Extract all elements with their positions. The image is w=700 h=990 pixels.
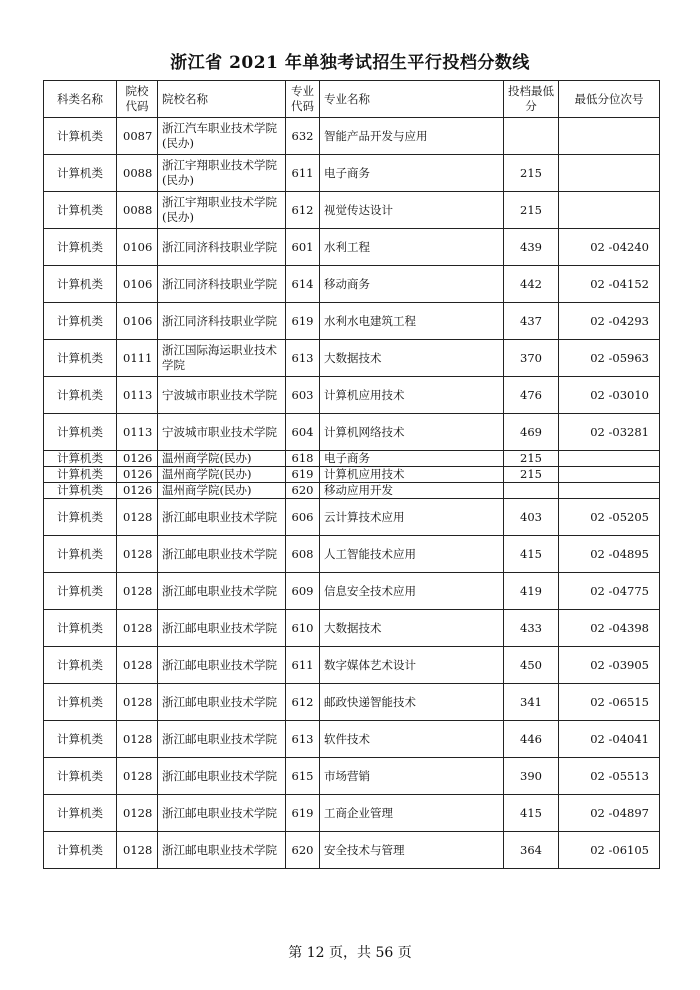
school-code-cell: 0128 xyxy=(117,610,158,647)
category-cell: 计算机类 xyxy=(44,499,117,536)
category-cell: 计算机类 xyxy=(44,721,117,758)
table-row xyxy=(44,266,660,303)
school-name-cell: 温州商学院(民办) xyxy=(158,451,286,467)
min-rank-cell: 02 -04240 xyxy=(559,229,660,266)
major-code-cell: 612 xyxy=(286,192,320,229)
table-row xyxy=(44,340,660,377)
school-code-cell: 0111 xyxy=(117,340,158,377)
major-name-cell: 水利水电建筑工程 xyxy=(320,303,504,340)
major-name-cell: 大数据技术 xyxy=(320,610,504,647)
min-rank-cell: 02 -03010 xyxy=(559,377,660,414)
major-code-cell: 613 xyxy=(286,340,320,377)
table-row xyxy=(44,499,660,536)
school-code-cell: 0113 xyxy=(117,414,158,451)
min-score-cell: 476 xyxy=(504,377,559,414)
major-code-cell: 613 xyxy=(286,721,320,758)
category-cell: 计算机类 xyxy=(44,229,117,266)
min-score-cell: 403 xyxy=(504,499,559,536)
table-row xyxy=(44,155,660,192)
table-row xyxy=(44,573,660,610)
school-code-cell: 0128 xyxy=(117,684,158,721)
major-code-cell: 618 xyxy=(286,451,320,467)
major-code-cell: 615 xyxy=(286,758,320,795)
category-cell: 计算机类 xyxy=(44,483,117,499)
major-name-cell: 水利工程 xyxy=(320,229,504,266)
school-name-cell: 温州商学院(民办) xyxy=(158,467,286,483)
school-name-cell: 宁波城市职业技术学院 xyxy=(158,414,286,451)
header-school-code: 院校代码 xyxy=(117,81,158,118)
table-row xyxy=(44,610,660,647)
school-name-cell: 宁波城市职业技术学院 xyxy=(158,377,286,414)
school-code-cell: 0106 xyxy=(117,266,158,303)
category-cell: 计算机类 xyxy=(44,155,117,192)
major-name-cell: 电子商务 xyxy=(320,451,504,467)
major-name-cell: 安全技术与管理 xyxy=(320,832,504,869)
school-code-cell: 0113 xyxy=(117,377,158,414)
school-code-cell: 0128 xyxy=(117,499,158,536)
major-code-cell: 610 xyxy=(286,610,320,647)
school-code-cell: 0106 xyxy=(117,229,158,266)
table-row xyxy=(44,483,660,499)
category-cell: 计算机类 xyxy=(44,795,117,832)
major-code-cell: 604 xyxy=(286,414,320,451)
category-cell: 计算机类 xyxy=(44,192,117,229)
min-rank-cell xyxy=(559,118,660,155)
major-name-cell: 移动商务 xyxy=(320,266,504,303)
school-code-cell: 0128 xyxy=(117,647,158,684)
major-name-cell: 视觉传达设计 xyxy=(320,192,504,229)
min-rank-cell xyxy=(559,192,660,229)
school-name-cell: 浙江邮电职业技术学院 xyxy=(158,832,286,869)
min-rank-cell xyxy=(559,467,660,483)
major-code-cell: 611 xyxy=(286,155,320,192)
min-score-cell: 433 xyxy=(504,610,559,647)
major-name-cell: 数字媒体艺术设计 xyxy=(320,647,504,684)
major-name-cell: 软件技术 xyxy=(320,721,504,758)
major-name-cell: 计算机应用技术 xyxy=(320,377,504,414)
school-code-cell: 0128 xyxy=(117,758,158,795)
school-name-cell: 浙江宇翔职业技术学院(民办) xyxy=(158,192,286,229)
table-row xyxy=(44,303,660,340)
major-code-cell: 614 xyxy=(286,266,320,303)
page-number-footer: 第 12 页，共 56 页 xyxy=(288,945,412,961)
min-score-cell xyxy=(504,118,559,155)
min-score-cell: 341 xyxy=(504,684,559,721)
header-major-name: 专业名称 xyxy=(320,81,504,118)
school-name-cell: 浙江同济科技职业学院 xyxy=(158,229,286,266)
min-rank-cell: 02 -06105 xyxy=(559,832,660,869)
table-row xyxy=(44,758,660,795)
school-name-cell: 浙江汽车职业技术学院(民办) xyxy=(158,118,286,155)
school-name-cell: 浙江邮电职业技术学院 xyxy=(158,721,286,758)
min-score-cell: 415 xyxy=(504,795,559,832)
min-rank-cell: 02 -04398 xyxy=(559,610,660,647)
min-score-cell: 469 xyxy=(504,414,559,451)
header-major-code: 专业代码 xyxy=(286,81,320,118)
major-name-cell: 计算机应用技术 xyxy=(320,467,504,483)
table-row xyxy=(44,118,660,155)
min-rank-cell: 02 -05205 xyxy=(559,499,660,536)
major-code-cell: 608 xyxy=(286,536,320,573)
header-school-name: 院校名称 xyxy=(158,81,286,118)
major-name-cell: 市场营销 xyxy=(320,758,504,795)
major-name-cell: 移动应用开发 xyxy=(320,483,504,499)
major-name-cell: 电子商务 xyxy=(320,155,504,192)
major-code-cell: 612 xyxy=(286,684,320,721)
table-header-row xyxy=(44,81,660,118)
table-row xyxy=(44,467,660,483)
page-title: 浙江省 2021 年单独考试招生平行投档分数线 xyxy=(170,53,530,73)
table-row xyxy=(44,377,660,414)
category-cell: 计算机类 xyxy=(44,573,117,610)
min-score-cell: 215 xyxy=(504,451,559,467)
school-name-cell: 浙江邮电职业技术学院 xyxy=(158,536,286,573)
school-code-cell: 0128 xyxy=(117,536,158,573)
category-cell: 计算机类 xyxy=(44,684,117,721)
school-code-cell: 0088 xyxy=(117,192,158,229)
table-row xyxy=(44,795,660,832)
table-row xyxy=(44,832,660,869)
major-name-cell: 人工智能技术应用 xyxy=(320,536,504,573)
min-rank-cell: 02 -04293 xyxy=(559,303,660,340)
category-cell: 计算机类 xyxy=(44,266,117,303)
school-code-cell: 0128 xyxy=(117,832,158,869)
school-code-cell: 0128 xyxy=(117,573,158,610)
school-name-cell: 温州商学院(民办) xyxy=(158,483,286,499)
min-rank-cell: 02 -04895 xyxy=(559,536,660,573)
school-code-cell: 0087 xyxy=(117,118,158,155)
table-row xyxy=(44,451,660,467)
min-score-cell: 215 xyxy=(504,155,559,192)
table-body xyxy=(44,118,660,869)
category-cell: 计算机类 xyxy=(44,414,117,451)
school-code-cell: 0126 xyxy=(117,483,158,499)
min-score-cell: 390 xyxy=(504,758,559,795)
min-rank-cell: 02 -04152 xyxy=(559,266,660,303)
school-name-cell: 浙江同济科技职业学院 xyxy=(158,303,286,340)
min-score-cell: 215 xyxy=(504,192,559,229)
min-rank-cell: 02 -04897 xyxy=(559,795,660,832)
major-code-cell: 620 xyxy=(286,832,320,869)
school-name-cell: 浙江邮电职业技术学院 xyxy=(158,499,286,536)
major-code-cell: 619 xyxy=(286,467,320,483)
school-code-cell: 0088 xyxy=(117,155,158,192)
min-rank-cell: 02 -04041 xyxy=(559,721,660,758)
category-cell: 计算机类 xyxy=(44,467,117,483)
major-code-cell: 632 xyxy=(286,118,320,155)
min-score-cell: 419 xyxy=(504,573,559,610)
major-name-cell: 云计算技术应用 xyxy=(320,499,504,536)
school-name-cell: 浙江宇翔职业技术学院(民办) xyxy=(158,155,286,192)
category-cell: 计算机类 xyxy=(44,758,117,795)
category-cell: 计算机类 xyxy=(44,451,117,467)
min-rank-cell xyxy=(559,451,660,467)
table-row xyxy=(44,192,660,229)
major-name-cell: 智能产品开发与应用 xyxy=(320,118,504,155)
category-cell: 计算机类 xyxy=(44,303,117,340)
school-name-cell: 浙江邮电职业技术学院 xyxy=(158,647,286,684)
header-category: 科类名称 xyxy=(44,81,117,118)
category-cell: 计算机类 xyxy=(44,536,117,573)
school-code-cell: 0126 xyxy=(117,467,158,483)
category-cell: 计算机类 xyxy=(44,118,117,155)
major-code-cell: 603 xyxy=(286,377,320,414)
school-code-cell: 0128 xyxy=(117,795,158,832)
min-rank-cell xyxy=(559,483,660,499)
min-score-cell: 415 xyxy=(504,536,559,573)
major-code-cell: 620 xyxy=(286,483,320,499)
min-score-cell: 439 xyxy=(504,229,559,266)
table-row xyxy=(44,721,660,758)
min-rank-cell: 02 -03905 xyxy=(559,647,660,684)
school-code-cell: 0106 xyxy=(117,303,158,340)
school-code-cell: 0128 xyxy=(117,721,158,758)
major-code-cell: 611 xyxy=(286,647,320,684)
category-cell: 计算机类 xyxy=(44,832,117,869)
min-rank-cell: 02 -05513 xyxy=(559,758,660,795)
category-cell: 计算机类 xyxy=(44,647,117,684)
table-row xyxy=(44,647,660,684)
school-name-cell: 浙江同济科技职业学院 xyxy=(158,266,286,303)
major-code-cell: 619 xyxy=(286,303,320,340)
min-rank-cell: 02 -03281 xyxy=(559,414,660,451)
header-min-score: 投档最低分 xyxy=(504,81,559,118)
score-table xyxy=(43,80,660,869)
min-score-cell: 450 xyxy=(504,647,559,684)
school-name-cell: 浙江国际海运职业技术学院 xyxy=(158,340,286,377)
major-name-cell: 邮政快递智能技术 xyxy=(320,684,504,721)
category-cell: 计算机类 xyxy=(44,377,117,414)
min-rank-cell: 02 -05963 xyxy=(559,340,660,377)
min-rank-cell: 02 -06515 xyxy=(559,684,660,721)
major-code-cell: 609 xyxy=(286,573,320,610)
school-name-cell: 浙江邮电职业技术学院 xyxy=(158,573,286,610)
school-name-cell: 浙江邮电职业技术学院 xyxy=(158,610,286,647)
min-score-cell: 437 xyxy=(504,303,559,340)
category-cell: 计算机类 xyxy=(44,610,117,647)
major-code-cell: 601 xyxy=(286,229,320,266)
major-name-cell: 工商企业管理 xyxy=(320,795,504,832)
min-rank-cell: 02 -04775 xyxy=(559,573,660,610)
school-code-cell: 0126 xyxy=(117,451,158,467)
min-score-cell: 215 xyxy=(504,467,559,483)
school-name-cell: 浙江邮电职业技术学院 xyxy=(158,795,286,832)
major-code-cell: 606 xyxy=(286,499,320,536)
min-score-cell: 442 xyxy=(504,266,559,303)
table-row xyxy=(44,536,660,573)
major-name-cell: 大数据技术 xyxy=(320,340,504,377)
major-name-cell: 信息安全技术应用 xyxy=(320,573,504,610)
category-cell: 计算机类 xyxy=(44,340,117,377)
major-name-cell: 计算机网络技术 xyxy=(320,414,504,451)
header-min-rank: 最低分位次号 xyxy=(559,81,660,118)
school-name-cell: 浙江邮电职业技术学院 xyxy=(158,758,286,795)
major-code-cell: 619 xyxy=(286,795,320,832)
table-row xyxy=(44,414,660,451)
table-row xyxy=(44,229,660,266)
min-score-cell xyxy=(504,483,559,499)
min-score-cell: 446 xyxy=(504,721,559,758)
min-rank-cell xyxy=(559,155,660,192)
school-name-cell: 浙江邮电职业技术学院 xyxy=(158,684,286,721)
table-row xyxy=(44,684,660,721)
min-score-cell: 370 xyxy=(504,340,559,377)
min-score-cell: 364 xyxy=(504,832,559,869)
